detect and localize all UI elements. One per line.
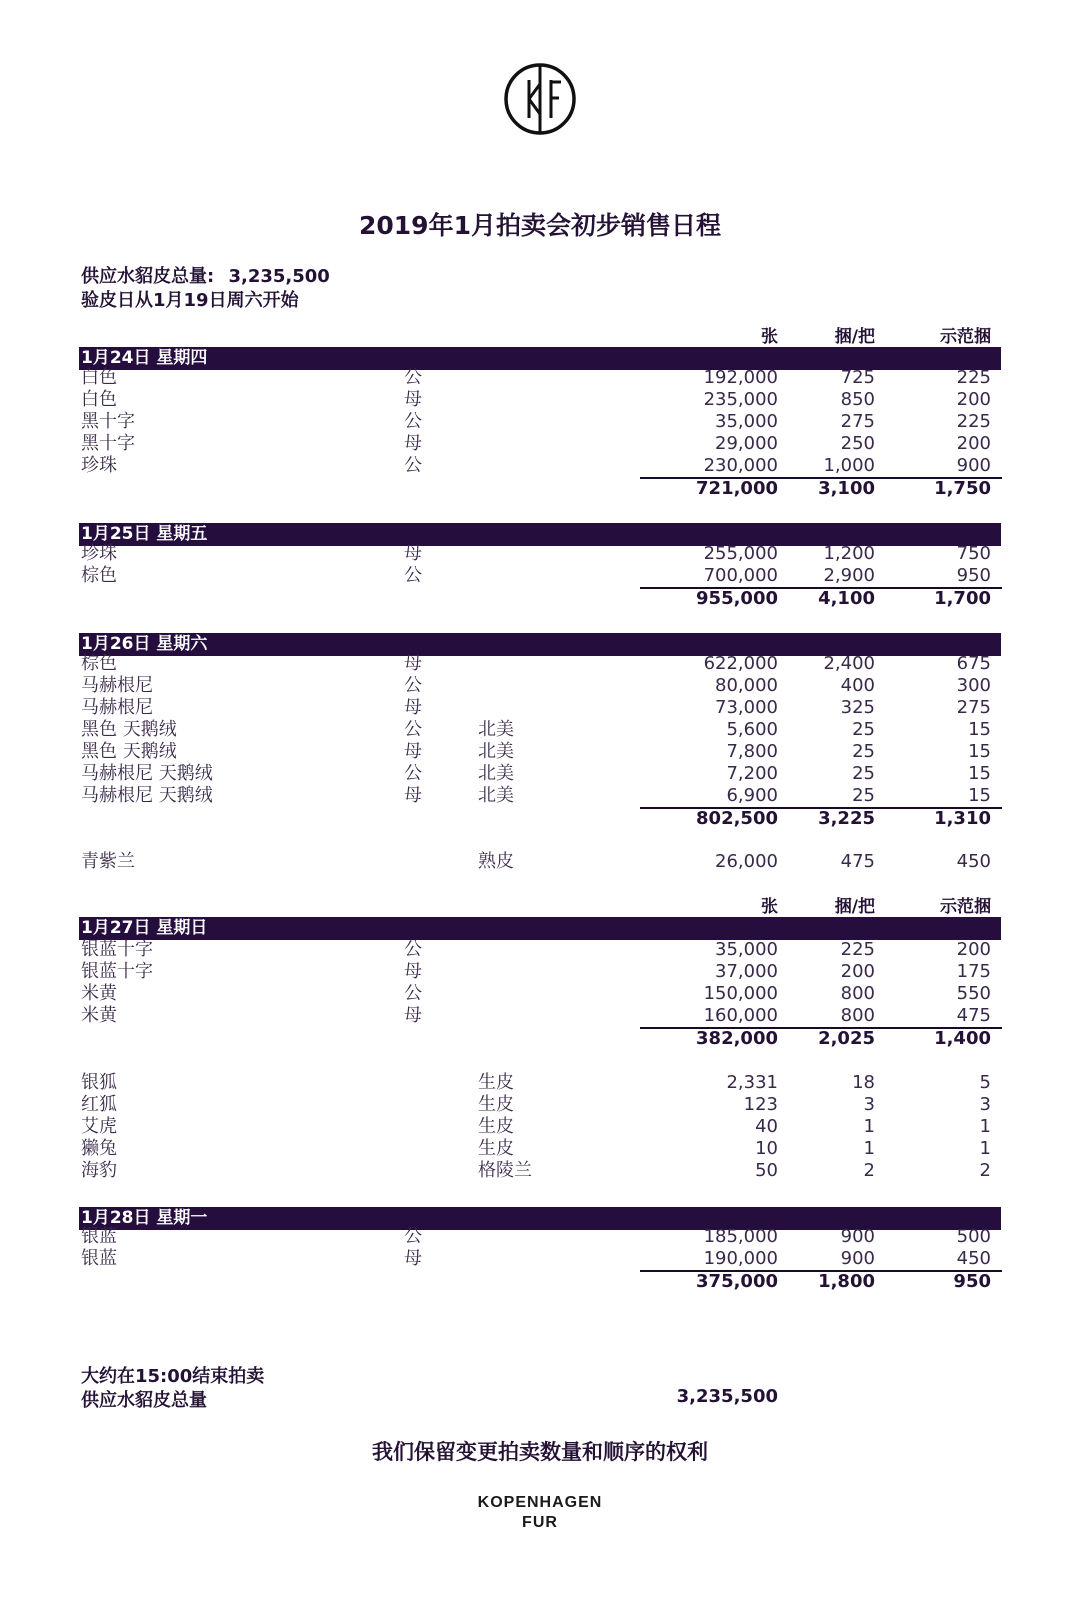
fur-type: 银蓝 xyxy=(81,1248,117,1269)
note: 生皮 xyxy=(478,1116,514,1137)
sample-bundles: 225 xyxy=(956,411,991,432)
fur-type: 银蓝 xyxy=(81,1226,117,1247)
column-headers xyxy=(0,896,1080,918)
bundles: 200 xyxy=(840,961,875,982)
sex: 母 xyxy=(404,543,422,564)
column-header-pelts: 张 xyxy=(761,897,778,917)
table-row xyxy=(0,763,1080,785)
table-row xyxy=(0,939,1080,961)
fur-type: 银蓝十字 xyxy=(81,939,153,960)
pelts: 37,000 xyxy=(715,961,778,982)
pelts: 123 xyxy=(743,1094,778,1115)
sample-bundles: 200 xyxy=(956,389,991,410)
pelts: 185,000 xyxy=(703,1226,778,1247)
sex: 母 xyxy=(404,433,422,454)
pelts: 6,900 xyxy=(726,785,778,806)
fur-type: 白色 xyxy=(81,367,117,388)
sample-bundles: 450 xyxy=(956,851,991,872)
sample-bundles: 450 xyxy=(956,1248,991,1269)
table-row xyxy=(0,1226,1080,1248)
bundles: 1,000 xyxy=(823,455,875,476)
column-header-bundles: 捆/把 xyxy=(834,327,875,347)
pelts: 80,000 xyxy=(715,675,778,696)
fur-type: 黑色 天鹅绒 xyxy=(81,741,177,762)
bundles: 325 xyxy=(840,697,875,718)
sex: 公 xyxy=(404,411,422,432)
fur-type: 珍珠 xyxy=(81,543,117,564)
table-row xyxy=(0,697,1080,719)
bundles: 25 xyxy=(852,763,875,784)
bundles: 1 xyxy=(863,1138,875,1159)
bundles: 3 xyxy=(863,1094,875,1115)
column-headers xyxy=(0,326,1080,348)
total-pelts: 802,500 xyxy=(696,808,778,829)
sample-bundles: 950 xyxy=(956,565,991,586)
note: 生皮 xyxy=(478,1138,514,1159)
pelts: 73,000 xyxy=(715,697,778,718)
total-pelts: 375,000 xyxy=(696,1271,778,1292)
note: 北美 xyxy=(478,785,514,806)
day-header xyxy=(79,917,1001,940)
pelts: 10 xyxy=(755,1138,778,1159)
bundles: 400 xyxy=(840,675,875,696)
table-row xyxy=(0,653,1080,675)
column-header-sample: 示范捆 xyxy=(940,897,991,917)
fur-type: 米黄 xyxy=(81,1005,117,1026)
pelts: 700,000 xyxy=(703,565,778,586)
fur-type: 黑十字 xyxy=(81,433,135,454)
sample-bundles: 200 xyxy=(956,433,991,454)
sex: 母 xyxy=(404,785,422,806)
bundles: 725 xyxy=(840,367,875,388)
pelts: 35,000 xyxy=(715,939,778,960)
fur-type: 白色 xyxy=(81,389,117,410)
note: 北美 xyxy=(478,741,514,762)
table-row xyxy=(0,675,1080,697)
sex: 公 xyxy=(404,939,422,960)
sample-bundles: 15 xyxy=(968,719,991,740)
sex: 母 xyxy=(404,389,422,410)
sample-bundles: 15 xyxy=(968,763,991,784)
supply-summary xyxy=(81,262,330,288)
sample-bundles: 675 xyxy=(956,653,991,674)
pelts: 2,331 xyxy=(726,1072,778,1093)
sample-bundles: 15 xyxy=(968,741,991,762)
table-row xyxy=(0,1005,1080,1027)
table-row xyxy=(0,411,1080,433)
supply-value: 3,235,500 xyxy=(228,266,330,287)
sample-bundles: 200 xyxy=(956,939,991,960)
bundles: 25 xyxy=(852,741,875,762)
pelts: 26,000 xyxy=(715,851,778,872)
sex: 母 xyxy=(404,1005,422,1026)
table-row xyxy=(0,961,1080,983)
bundles: 850 xyxy=(840,389,875,410)
table-row xyxy=(0,983,1080,1005)
fur-type: 海豹 xyxy=(81,1160,117,1181)
total-sample: 1,700 xyxy=(934,588,991,609)
total-bundles: 4,100 xyxy=(818,588,875,609)
sex: 公 xyxy=(404,675,422,696)
note: 格陵兰 xyxy=(478,1160,532,1181)
fur-type: 棕色 xyxy=(81,565,117,586)
day-label: 1月27日 星期日 xyxy=(81,918,208,938)
pelts: 29,000 xyxy=(715,433,778,454)
bundles: 1 xyxy=(863,1116,875,1137)
table-row xyxy=(0,1094,1080,1116)
column-header-bundles: 捆/把 xyxy=(834,897,875,917)
bundles: 475 xyxy=(840,851,875,872)
sex: 母 xyxy=(404,1248,422,1269)
sample-bundles: 15 xyxy=(968,785,991,806)
sex: 公 xyxy=(404,983,422,1004)
total-sample: 1,310 xyxy=(934,808,991,829)
table-row xyxy=(0,543,1080,565)
fur-type: 米黄 xyxy=(81,983,117,1004)
bundles: 800 xyxy=(840,983,875,1004)
brand-line1: KOPENHAGEN xyxy=(477,1494,603,1511)
day-label: 1月25日 星期五 xyxy=(81,524,208,544)
bundles: 2 xyxy=(863,1160,875,1181)
total-row xyxy=(0,588,1080,610)
fur-type: 马赫根尼 天鹅绒 xyxy=(81,763,213,784)
fur-type: 红狐 xyxy=(81,1094,117,1115)
fur-type: 马赫根尼 xyxy=(81,675,153,696)
sex: 母 xyxy=(404,961,422,982)
table-row xyxy=(0,1138,1080,1160)
day-label: 1月24日 星期四 xyxy=(81,348,208,368)
table-row xyxy=(0,433,1080,455)
table-row xyxy=(0,389,1080,411)
bundles: 225 xyxy=(840,939,875,960)
sex: 公 xyxy=(404,565,422,586)
total-pelts: 721,000 xyxy=(696,478,778,499)
note: 生皮 xyxy=(478,1072,514,1093)
day-label: 1月28日 星期一 xyxy=(81,1208,208,1228)
total-bundles: 3,225 xyxy=(818,808,875,829)
total-row xyxy=(0,808,1080,830)
total-pelts: 955,000 xyxy=(696,588,778,609)
sample-bundles: 750 xyxy=(956,543,991,564)
total-row xyxy=(0,1028,1080,1050)
sample-bundles: 5 xyxy=(979,1072,991,1093)
column-header-sample: 示范捆 xyxy=(940,327,991,347)
pelts: 622,000 xyxy=(703,653,778,674)
total-sample: 1,400 xyxy=(934,1028,991,1049)
pelts: 255,000 xyxy=(703,543,778,564)
total-sample: 1,750 xyxy=(934,478,991,499)
pelts: 7,200 xyxy=(726,763,778,784)
bundles: 2,900 xyxy=(823,565,875,586)
sample-bundles: 275 xyxy=(956,697,991,718)
table-row xyxy=(0,1116,1080,1138)
fur-type: 珍珠 xyxy=(81,455,117,476)
pelts: 5,600 xyxy=(726,719,778,740)
sample-bundles: 2 xyxy=(979,1160,991,1181)
pelts: 160,000 xyxy=(703,1005,778,1026)
bundles: 18 xyxy=(852,1072,875,1093)
pelts: 235,000 xyxy=(703,389,778,410)
bundles: 2,400 xyxy=(823,653,875,674)
sample-bundles: 475 xyxy=(956,1005,991,1026)
sex: 公 xyxy=(404,455,422,476)
note: 熟皮 xyxy=(478,851,514,872)
sample-bundles: 175 xyxy=(956,961,991,982)
table-row xyxy=(0,1248,1080,1270)
sample-bundles: 500 xyxy=(956,1226,991,1247)
fur-type: 银蓝十字 xyxy=(81,961,153,982)
page-title: 2019年1月拍卖会初步销售日程 xyxy=(359,211,721,240)
fur-type: 青紫兰 xyxy=(81,851,135,872)
sex: 公 xyxy=(404,719,422,740)
table-row xyxy=(0,565,1080,587)
bundles: 25 xyxy=(852,785,875,806)
pelts: 35,000 xyxy=(715,411,778,432)
day-label: 1月26日 星期六 xyxy=(81,634,208,654)
supply-label: 供应水貂皮总量: xyxy=(81,266,215,287)
sample-bundles: 1 xyxy=(979,1138,991,1159)
fur-type: 棕色 xyxy=(81,653,117,674)
sex: 公 xyxy=(404,367,422,388)
kopenhagen-fur-logo xyxy=(503,62,577,136)
table-row xyxy=(0,367,1080,389)
sex: 公 xyxy=(404,763,422,784)
fur-type: 艾虎 xyxy=(81,1116,117,1137)
footer-supply-label: 供应水貂皮总量 xyxy=(81,1390,207,1411)
fur-type: 黑色 天鹅绒 xyxy=(81,719,177,740)
pelts: 230,000 xyxy=(703,455,778,476)
bundles: 800 xyxy=(840,1005,875,1026)
sex: 母 xyxy=(404,653,422,674)
table-row xyxy=(0,1072,1080,1094)
disclaimer: 我们保留变更拍卖数量和顺序的权利 xyxy=(372,1440,708,1464)
end-time-note: 大约在15:00结束拍卖 xyxy=(81,1366,265,1387)
total-row xyxy=(0,1271,1080,1293)
total-pelts: 382,000 xyxy=(696,1028,778,1049)
total-bundles: 1,800 xyxy=(818,1271,875,1292)
pelts: 150,000 xyxy=(703,983,778,1004)
fur-type: 银狐 xyxy=(81,1072,117,1093)
sample-bundles: 550 xyxy=(956,983,991,1004)
inspection-note: 验皮日从1月19日周六开始 xyxy=(81,290,299,311)
sample-bundles: 300 xyxy=(956,675,991,696)
fur-type: 黑十字 xyxy=(81,411,135,432)
total-bundles: 2,025 xyxy=(818,1028,875,1049)
total-bundles: 3,100 xyxy=(818,478,875,499)
sex: 公 xyxy=(404,1226,422,1247)
footer-supply-value: 3,235,500 xyxy=(676,1386,778,1407)
bundles: 900 xyxy=(840,1226,875,1247)
note: 北美 xyxy=(478,719,514,740)
fur-type: 马赫根尼 天鹅绒 xyxy=(81,785,213,806)
bundles: 275 xyxy=(840,411,875,432)
sex: 母 xyxy=(404,741,422,762)
fur-type: 马赫根尼 xyxy=(81,697,153,718)
note: 北美 xyxy=(478,763,514,784)
sex: 母 xyxy=(404,697,422,718)
sample-bundles: 3 xyxy=(979,1094,991,1115)
pelts: 40 xyxy=(755,1116,778,1137)
total-row xyxy=(0,478,1080,500)
brand-line2: FUR xyxy=(522,1514,558,1531)
bundles: 900 xyxy=(840,1248,875,1269)
bundles: 250 xyxy=(840,433,875,454)
sample-bundles: 225 xyxy=(956,367,991,388)
bundles: 25 xyxy=(852,719,875,740)
bundles: 1,200 xyxy=(823,543,875,564)
table-row xyxy=(0,741,1080,763)
pelts: 50 xyxy=(755,1160,778,1181)
table-row xyxy=(0,719,1080,741)
pelts: 192,000 xyxy=(703,367,778,388)
fur-type: 獭兔 xyxy=(81,1138,117,1159)
table-row xyxy=(0,785,1080,807)
pelts: 7,800 xyxy=(726,741,778,762)
sample-bundles: 1 xyxy=(979,1116,991,1137)
column-header-pelts: 张 xyxy=(761,327,778,347)
table-row xyxy=(0,851,1080,873)
table-row xyxy=(0,455,1080,477)
total-sample: 950 xyxy=(953,1271,991,1292)
note: 生皮 xyxy=(478,1094,514,1115)
sample-bundles: 900 xyxy=(956,455,991,476)
table-row xyxy=(0,1160,1080,1182)
pelts: 190,000 xyxy=(703,1248,778,1269)
